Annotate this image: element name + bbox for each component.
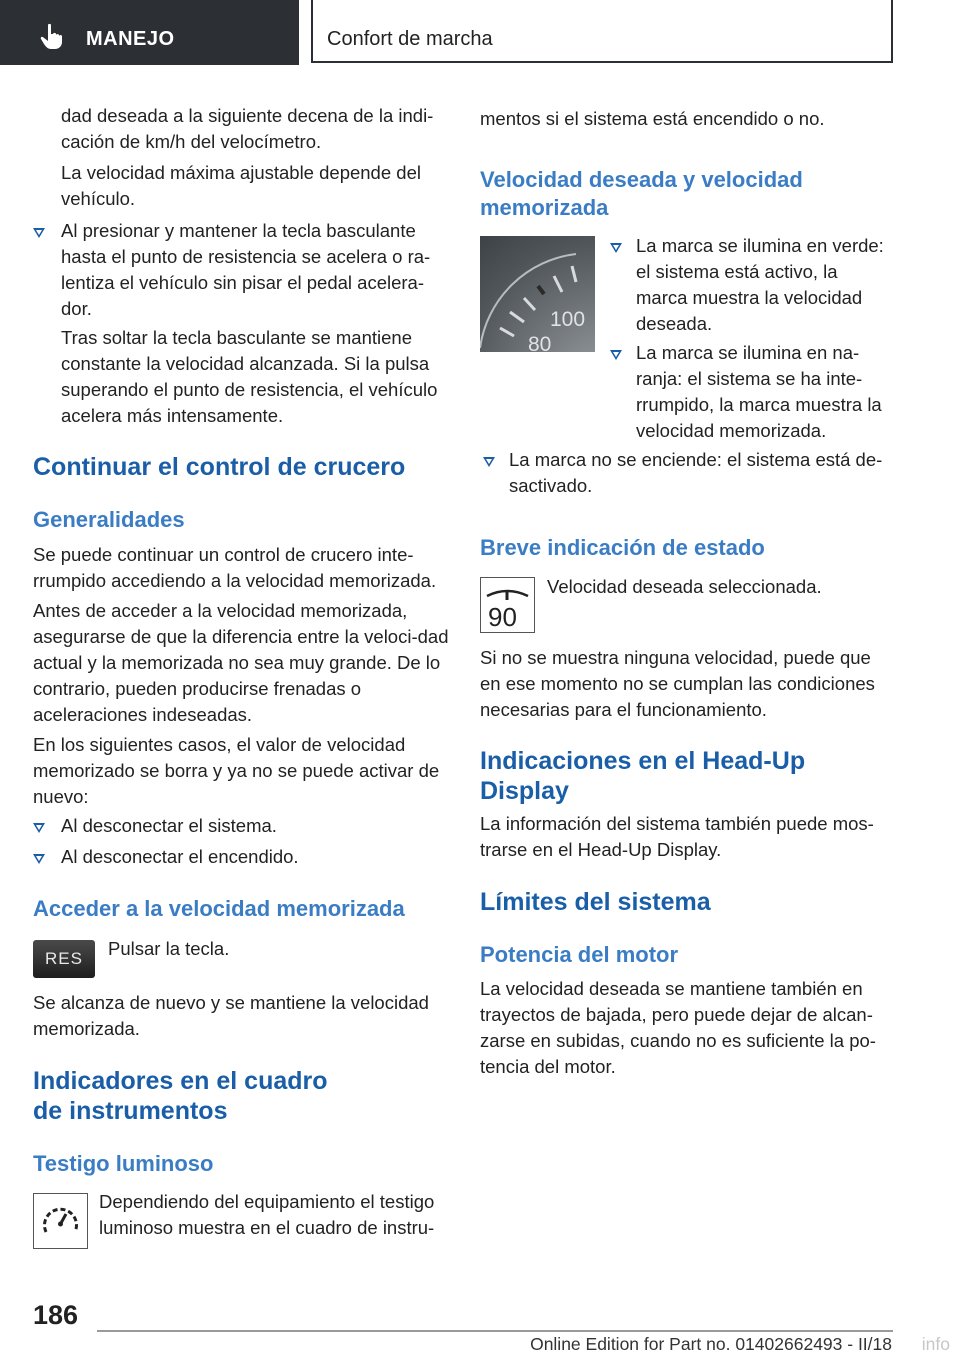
paragraph: Antes de acceder a la velocidad memorizada, asegurarse de que la diferencia entre la veloci-dad actual y la memorizada no sea muy grande. De lo contrario, pueden producirse frenadas o aceleraciones indeseadas. <box>33 600 449 725</box>
heading-indicadores-1: Indicadores en el cuadro <box>33 1067 328 1095</box>
heading-limites: Límites del sistema <box>480 888 711 916</box>
watermark-text: info <box>921 1334 950 1354</box>
heading-potencia: Potencia del motor <box>480 942 679 967</box>
section-header <box>311 0 893 63</box>
heading-testigo: Testigo luminoso <box>33 1151 214 1176</box>
res-label: RES <box>45 949 83 968</box>
gauge-label: 80 <box>528 333 552 352</box>
bullet-triangle-icon <box>33 228 45 238</box>
chapter-tab <box>0 0 299 65</box>
list-item: Al desconectar el encendido. <box>61 846 299 867</box>
list-item: Al desconectar el sistema. <box>61 815 277 836</box>
heading-continuar: Continuar el control de crucero <box>33 453 406 481</box>
paragraph: La velocidad máxima ajustable depende del vehículo. <box>61 162 421 209</box>
paragraph: Se alcanza de nuevo y se mantiene la velocidad memorizada. <box>33 992 429 1039</box>
bullet-triangle-icon <box>610 350 622 360</box>
heading-velocidad: Velocidad deseada y velocidad memorizada <box>480 167 803 220</box>
list-item: La marca se ilumina en verde: el sistema está activo, la marca muestra la velocidad deseada. <box>636 235 884 334</box>
res-button-icon <box>33 940 95 978</box>
list-item: Al presionar y mantener la tecla basculante hasta el punto de resistencia se acelera o ra-lentiza el vehículo sin pisar el pedal acelera-dor. <box>61 220 431 319</box>
list-item: La marca no se enciende: el sistema está de-sactivado. <box>509 449 883 496</box>
heading-breve: Breve indicación de estado <box>480 535 765 560</box>
bullet-triangle-icon <box>33 823 45 833</box>
heading-indicadores-2: de instrumentos <box>33 1097 228 1125</box>
footer-divider <box>97 1330 893 1332</box>
paragraph: Tras soltar la tecla basculante se mantiene constante la velocidad alcanzada. Si la pulsa superando el punto de resistencia, el vehículo acelera más intensamente. <box>61 327 438 426</box>
paragraph: Velocidad deseada seleccionada. <box>547 576 822 597</box>
chapter-title: MANEJO <box>86 28 175 50</box>
heading-hud: Indicaciones en el Head-Up Display <box>480 747 806 805</box>
hand-pointer-icon <box>38 22 66 50</box>
set-speed-indicator-icon <box>480 577 535 633</box>
bullet-triangle-icon <box>610 243 622 253</box>
heading-acceder: Acceder a la velocidad memorizada <box>33 896 405 921</box>
speedometer-gauge-image <box>480 236 595 352</box>
set-speed-value: 90 <box>488 602 517 632</box>
edition-note: Online Edition for Part no. 01402662493 - II/18 <box>530 1334 892 1354</box>
bullet-triangle-icon <box>33 854 45 864</box>
paragraph: La información del sistema también puede mos-trarse en el Head-Up Display. <box>480 813 874 860</box>
page-number: 186 <box>33 1300 79 1330</box>
paragraph: Pulsar la tecla. <box>108 938 230 959</box>
list-item: La marca se ilumina en na-ranja: el sistema se ha inte-rrumpido, la marca muestra la velocidad memorizada. <box>636 342 882 441</box>
paragraph: dad deseada a la siguiente decena de la indi-cación de km/h del velocímetro. <box>61 105 434 152</box>
bullet-triangle-icon <box>483 457 495 467</box>
paragraph: Dependiendo del equipamiento el testigo luminoso muestra en el cuadro de instru- <box>99 1191 435 1238</box>
cruise-control-warning-icon <box>33 1193 88 1249</box>
paragraph: Se puede continuar un control de crucero inte-rrumpido accediendo a la velocidad memorizada. <box>33 544 437 591</box>
paragraph: La velocidad deseada se mantiene también en trayectos de bajada, pero puede dejar de alcan-zarse en subidas, cuando no es suficiente la po-tencia del motor. <box>480 978 876 1077</box>
paragraph: En los siguientes casos, el valor de velocidad memorizado se borra y ya no se puede activar de nuevo: <box>33 734 440 807</box>
section-title: Confort de marcha <box>327 28 493 50</box>
paragraph: mentos si el sistema está encendido o no. <box>480 108 825 129</box>
gauge-label: 100 <box>550 308 586 331</box>
paragraph: Si no se muestra ninguna velocidad, puede que en ese momento no se cumplan las condiciones necesarias para el funcionamiento. <box>480 647 875 720</box>
heading-generalidades: Generalidades <box>33 507 185 532</box>
